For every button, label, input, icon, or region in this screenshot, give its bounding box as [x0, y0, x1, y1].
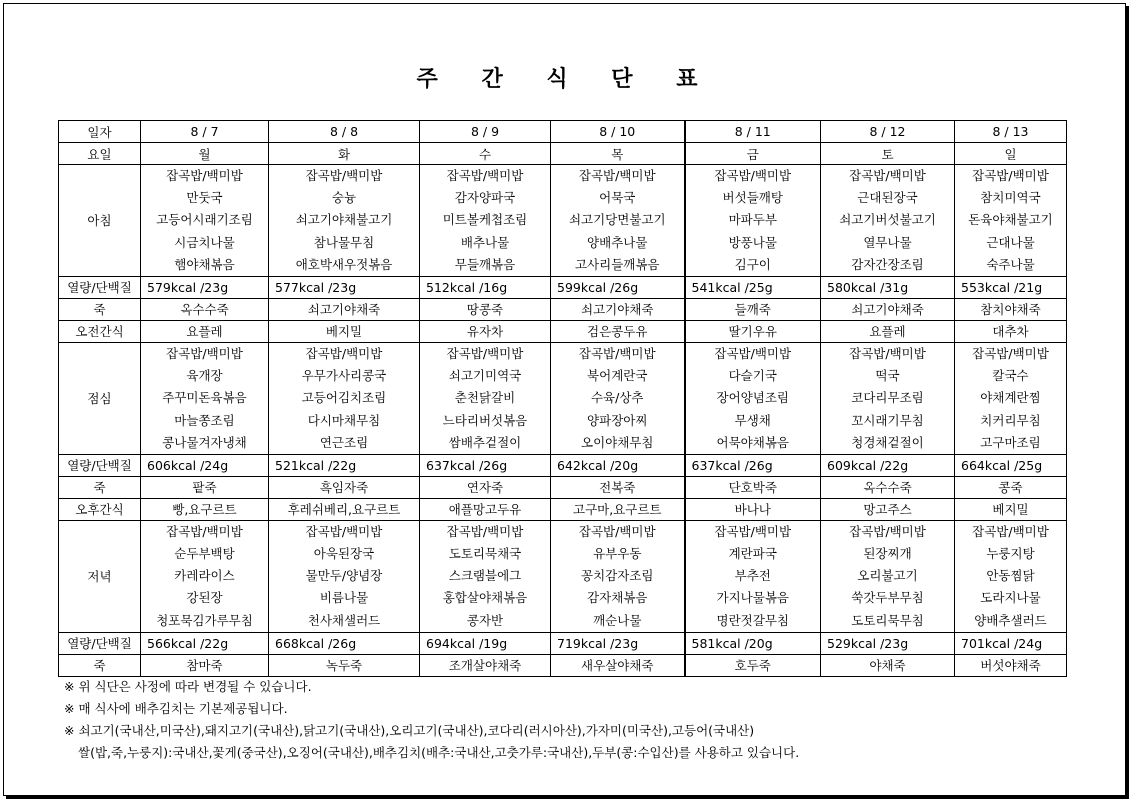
porridge-cell: 녹두죽	[269, 654, 420, 676]
porridge-cell: 전복죽	[551, 476, 685, 498]
menu-item: 콩자반	[466, 612, 504, 628]
menu-item: 양배추나물	[587, 234, 648, 250]
kcal-cell: 694kcal /19g	[420, 632, 551, 654]
lunch-kcal-label: 열량/단백질	[59, 454, 141, 476]
lunch-menu-cell	[420, 342, 551, 454]
page-title: 주 간 식 단 표	[416, 67, 716, 92]
menu-item: 잡곡밥/백미밥	[849, 168, 926, 183]
menu-item: 쇠고기버섯불고기	[839, 212, 936, 228]
breakfast-row	[59, 165, 1067, 277]
menu-item: 잡곡밥/백미밥	[714, 168, 792, 183]
dinner-menu-cell	[141, 520, 269, 632]
lunch-menu-cell	[955, 342, 1067, 454]
dinner-menu-cell	[420, 520, 551, 632]
snack-cell: 요플레	[821, 320, 955, 342]
menu-item: 시금치나물	[174, 234, 235, 250]
menu-item: 잡곡밥/백미밥	[446, 523, 524, 539]
menu-item: 된장찌개	[863, 546, 912, 562]
snack-cell: 유자차	[420, 320, 551, 342]
snack-cell: 애플망고두유	[420, 498, 551, 520]
menu-item: 고사리들깨볶음	[574, 256, 660, 272]
breakfast-kcal-row	[59, 276, 1067, 298]
snack-cell: 딸기우유	[685, 320, 821, 342]
lunch-menu-cell	[685, 342, 821, 454]
kcal-cell: 606kcal /24g	[141, 454, 269, 476]
dinner-menu-cell	[955, 520, 1067, 632]
menu-item: 어묵야채볶음	[716, 434, 789, 450]
menu-item: 깨순나물	[593, 612, 642, 628]
menu-item: 잡곡밥/백미밥	[714, 523, 792, 539]
day-label: 요일	[59, 143, 141, 165]
kcal-cell: 577kcal /23g	[269, 276, 420, 298]
menu-item: 잡곡밥/백미밥	[578, 168, 656, 183]
kcal-cell: 701kcal /24g	[955, 632, 1067, 654]
day-row	[59, 143, 1067, 165]
breakfast-menu-cell	[269, 165, 420, 277]
kcal-cell: 599kcal /26g	[551, 276, 685, 298]
day-cell: 금	[685, 143, 821, 165]
porridge-cell: 야채죽	[821, 654, 955, 676]
dinner-kcal-label: 열량/단백질	[59, 632, 141, 654]
menu-item: 숭늉	[331, 190, 357, 206]
dinner-porridge-row	[59, 654, 1067, 676]
menu-item: 쌈배추겉절이	[448, 434, 522, 450]
menu-item: 고등어김치조림	[301, 390, 387, 406]
date-cell: 8 / 12	[821, 121, 955, 143]
am-snack-label: 오전간식	[59, 320, 141, 342]
menu-item: 방풍나물	[728, 234, 777, 250]
menu-item: 물만두/양념장	[305, 568, 383, 584]
menu-item: 칼국수	[992, 368, 1029, 384]
am-snack-row	[59, 320, 1067, 342]
menu-item: 홍합살야채볶음	[442, 590, 528, 606]
dinner-porridge-label: 죽	[59, 654, 141, 676]
porridge-cell: 참치야채죽	[955, 298, 1067, 320]
menu-item: 유부우동	[593, 546, 642, 562]
menu-item: 오이야채무침	[581, 434, 654, 450]
menu-item: 애호박새우젓볶음	[295, 256, 393, 272]
menu-item: 잡곡밥/백미밥	[972, 168, 1049, 183]
menu-item: 연근조림	[319, 434, 369, 450]
pm-snack-label: 오후간식	[59, 498, 141, 520]
kcal-cell: 637kcal /26g	[420, 454, 551, 476]
menu-item: 잡곡밥/백미밥	[446, 168, 524, 183]
menu-item: 다슬기국	[728, 368, 777, 384]
lunch-kcal-row	[59, 454, 1067, 476]
menu-item: 느타리버섯볶음	[442, 412, 528, 428]
kcal-cell: 642kcal /20g	[551, 454, 685, 476]
porridge-cell: 새우살야채죽	[551, 654, 685, 676]
porridge-cell: 단호박죽	[685, 476, 821, 498]
menu-item: 춘천닭갈비	[454, 390, 516, 406]
menu-item: 참나물무침	[313, 234, 375, 250]
menu-item: 잡곡밥/백미밥	[446, 345, 524, 361]
lunch-porridge-label: 죽	[59, 476, 141, 498]
day-cell: 토	[821, 143, 955, 165]
menu-item: 명란젓갈무침	[716, 612, 789, 628]
kcal-cell: 580kcal /31g	[821, 276, 955, 298]
dinner-menu-cell	[821, 520, 955, 632]
breakfast-menu-cell	[955, 165, 1067, 277]
dinner-row	[59, 520, 1067, 632]
menu-item: 북어계란국	[587, 368, 648, 384]
porridge-cell: 연자죽	[420, 476, 551, 498]
date-cell: 8 / 9	[420, 121, 551, 143]
porridge-cell: 흑임자죽	[269, 476, 420, 498]
menu-item: 버섯들깨탕	[722, 190, 783, 206]
menu-item: 잡곡밥/백미밥	[714, 345, 792, 361]
snack-cell: 후레쉬베리,요구르트	[269, 498, 420, 520]
porridge-cell: 조개살야채죽	[420, 654, 551, 676]
snack-cell: 베지밀	[955, 498, 1067, 520]
snack-cell: 대추차	[955, 320, 1067, 342]
snack-cell: 검은콩두유	[551, 320, 685, 342]
menu-item: 쇠고기야채불고기	[295, 212, 393, 228]
kcal-cell: 521kcal /22g	[269, 454, 420, 476]
menu-item: 잡곡밥/백미밥	[849, 523, 926, 539]
menu-item: 아욱된장국	[313, 546, 375, 562]
menu-item: 마늘쫑조림	[174, 412, 235, 428]
breakfast-porridge-label: 죽	[59, 298, 141, 320]
menu-item: 근대나물	[986, 234, 1035, 250]
menu-item: 감자채볶음	[587, 590, 648, 606]
menu-item: 누룽지탕	[986, 546, 1035, 562]
kcal-cell: 637kcal /26g	[685, 454, 821, 476]
menu-item: 감자양파국	[454, 190, 516, 206]
menu-item: 잡곡밥/백미밥	[578, 523, 656, 539]
breakfast-menu-cell	[551, 165, 685, 277]
menu-item: 안동찜닭	[986, 568, 1035, 584]
menu-item: 고구마조림	[980, 434, 1041, 450]
note-1: ※ 위 식단은 사정에 따라 변경될 수 있습니다.	[64, 679, 312, 694]
menu-item: 쑥갓두부무침	[851, 590, 924, 606]
menu-item: 우무가사리콩국	[301, 368, 387, 384]
menu-item: 잡곡밥/백미밥	[305, 345, 383, 361]
dinner-label: 저녁	[59, 520, 141, 632]
porridge-cell: 쇠고기야채죽	[821, 298, 955, 320]
note-4: 쌀(밥,죽,누룽지):국내산,꽃게(중국산),오징어(국내산),배추김치(배추:국내산,고춧가루:국내산),두부(콩:수입산)를 사용하고 있습니다.	[78, 745, 800, 760]
menu-item: 잡곡밥/백미밥	[305, 168, 383, 183]
menu-item: 수육/상추	[590, 390, 644, 406]
porridge-cell: 옥수수죽	[141, 298, 269, 320]
lunch-menu-cell	[821, 342, 955, 454]
menu-item: 청포묵김가루무침	[156, 612, 253, 628]
menu-item: 주꾸미돈육볶음	[162, 390, 247, 406]
day-cell: 월	[141, 143, 269, 165]
menu-item: 김구이	[734, 256, 771, 272]
menu-item: 코다리무조림	[851, 390, 924, 406]
dinner-kcal-row	[59, 632, 1067, 654]
day-cell: 화	[269, 143, 420, 165]
menu-item: 오리불고기	[857, 568, 918, 584]
kcal-cell: 581kcal /20g	[685, 632, 821, 654]
menu-item: 잡곡밥/백미밥	[578, 345, 656, 361]
porridge-cell: 땅콩죽	[420, 298, 551, 320]
menu-item: 계란파국	[728, 546, 777, 562]
snack-cell: 망고주스	[821, 498, 955, 520]
menu-item: 잡곡밥/백미밥	[972, 523, 1049, 539]
menu-item: 치커리무침	[980, 412, 1041, 428]
day-cell: 수	[420, 143, 551, 165]
menu-item: 떡국	[875, 368, 900, 384]
menu-item: 어묵국	[599, 190, 636, 206]
menu-item: 고등어시래기조림	[156, 212, 253, 228]
breakfast-kcal-label: 열량/단백질	[59, 276, 141, 298]
menu-item: 감자간장조림	[851, 256, 924, 272]
dinner-menu-cell	[269, 520, 420, 632]
day-cell: 목	[551, 143, 685, 165]
menu-item: 강된장	[186, 590, 223, 606]
menu-item: 쇠고기미역국	[448, 368, 522, 384]
porridge-cell: 호두죽	[685, 654, 821, 676]
porridge-cell: 버섯야채죽	[955, 654, 1067, 676]
menu-item: 무생채	[734, 412, 771, 428]
porridge-cell: 옥수수죽	[821, 476, 955, 498]
dinner-menu-cell	[685, 520, 821, 632]
kcal-cell: 541kcal /25g	[685, 276, 821, 298]
menu-item: 도라지나물	[980, 590, 1041, 606]
lunch-menu-cell	[141, 342, 269, 454]
menu-item: 잡곡밥/백미밥	[972, 345, 1049, 361]
menu-item: 무들깨볶음	[454, 256, 516, 272]
breakfast-menu-cell	[821, 165, 955, 277]
date-label: 일자	[59, 121, 141, 143]
menu-item: 양파장아찌	[587, 412, 648, 428]
kcal-cell: 529kcal /23g	[821, 632, 955, 654]
date-cell: 8 / 10	[551, 121, 685, 143]
menu-item: 육개장	[186, 368, 223, 384]
date-cell: 8 / 11	[685, 121, 821, 143]
porridge-cell: 콩죽	[955, 476, 1067, 498]
menu-item: 잡곡밥/백미밥	[849, 345, 926, 361]
snack-cell: 요플레	[141, 320, 269, 342]
date-cell: 8 / 8	[269, 121, 420, 143]
menu-item: 돈육야채불고기	[968, 212, 1053, 228]
snack-cell: 고구마,요구르트	[551, 498, 685, 520]
date-cell: 8 / 7	[141, 121, 269, 143]
notes	[64, 676, 799, 764]
kcal-cell: 668kcal /26g	[269, 632, 420, 654]
menu-item: 참치미역국	[980, 190, 1041, 206]
kcal-cell: 719kcal /23g	[551, 632, 685, 654]
menu-item: 숙주나물	[986, 256, 1035, 272]
menu-item: 배추나물	[460, 234, 510, 250]
kcal-cell: 512kcal /16g	[420, 276, 551, 298]
lunch-menu-cell	[551, 342, 685, 454]
menu-item: 만둣국	[186, 190, 223, 206]
pm-snack-row	[59, 498, 1067, 520]
menu-item: 꽁치감자조림	[581, 568, 654, 584]
menu-item: 잡곡밥/백미밥	[166, 523, 243, 539]
kcal-cell: 664kcal /25g	[955, 454, 1067, 476]
menu-item: 잡곡밥/백미밥	[166, 345, 243, 361]
menu-item: 천사채샐러드	[307, 612, 381, 628]
kcal-cell: 579kcal /23g	[141, 276, 269, 298]
snack-cell: 베지밀	[269, 320, 420, 342]
porridge-cell: 참마죽	[141, 654, 269, 676]
note-2: ※ 매 식사에 배추김치는 기본제공됩니다.	[64, 701, 288, 716]
menu-item: 양배추샐러드	[974, 612, 1047, 628]
breakfast-label: 아침	[59, 165, 141, 277]
kcal-cell: 553kcal /21g	[955, 276, 1067, 298]
snack-cell: 바나나	[685, 498, 821, 520]
breakfast-menu-cell	[420, 165, 551, 277]
menu-item: 근대된장국	[857, 190, 918, 206]
kcal-cell: 566kcal /22g	[141, 632, 269, 654]
menu-item: 미트볼케첩조림	[442, 212, 528, 228]
menu-item: 부추전	[734, 568, 771, 584]
porridge-cell: 쇠고기야채죽	[269, 298, 420, 320]
breakfast-menu-cell	[685, 165, 821, 277]
porridge-cell: 쇠고기야채죽	[551, 298, 685, 320]
menu-item: 콩나물겨자냉채	[162, 434, 247, 450]
date-cell: 8 / 13	[955, 121, 1067, 143]
menu-item: 장어양념조림	[716, 390, 789, 406]
weekly-menu-table	[58, 120, 1067, 677]
menu-item: 비름나물	[319, 590, 369, 606]
menu-item: 꼬시래기무침	[851, 412, 924, 428]
menu-item: 도토리묵무침	[851, 612, 924, 628]
porridge-cell: 팥죽	[141, 476, 269, 498]
menu-item: 마파두부	[728, 212, 777, 228]
menu-item: 잡곡밥/백미밥	[305, 523, 383, 539]
lunch-label: 점심	[59, 342, 141, 454]
note-3: ※ 쇠고기(국내산,미국산),돼지고기(국내산),닭고기(국내산),오리고기(국내산),코다리(러시아산),가자미(미국산),고등어(국내산)	[64, 723, 755, 738]
menu-item: 잡곡밥/백미밥	[166, 168, 243, 183]
menu-item: 다시마채무침	[307, 412, 381, 428]
menu-item: 순두부백탕	[174, 546, 235, 562]
snack-cell: 빵,요구르트	[141, 498, 269, 520]
kcal-cell: 609kcal /22g	[821, 454, 955, 476]
breakfast-porridge-row	[59, 298, 1067, 320]
lunch-menu-cell	[269, 342, 420, 454]
menu-item: 스크램블에그	[448, 568, 522, 584]
menu-item: 도토리묵채국	[448, 546, 522, 562]
porridge-cell: 들깨죽	[685, 298, 821, 320]
dinner-menu-cell	[551, 520, 685, 632]
menu-item: 열무나물	[863, 234, 912, 250]
menu-item: 쇠고기당면불고기	[568, 212, 666, 228]
lunch-row	[59, 342, 1067, 454]
menu-item: 청경채겉절이	[851, 434, 924, 450]
menu-item: 야채계란찜	[980, 390, 1041, 406]
date-row	[59, 121, 1067, 143]
day-cell: 일	[955, 143, 1067, 165]
menu-item: 가지나물볶음	[716, 590, 789, 606]
lunch-porridge-row	[59, 476, 1067, 498]
menu-item: 햄야채볶음	[174, 256, 235, 272]
breakfast-menu-cell	[141, 165, 269, 277]
menu-item: 카레라이스	[174, 568, 235, 584]
